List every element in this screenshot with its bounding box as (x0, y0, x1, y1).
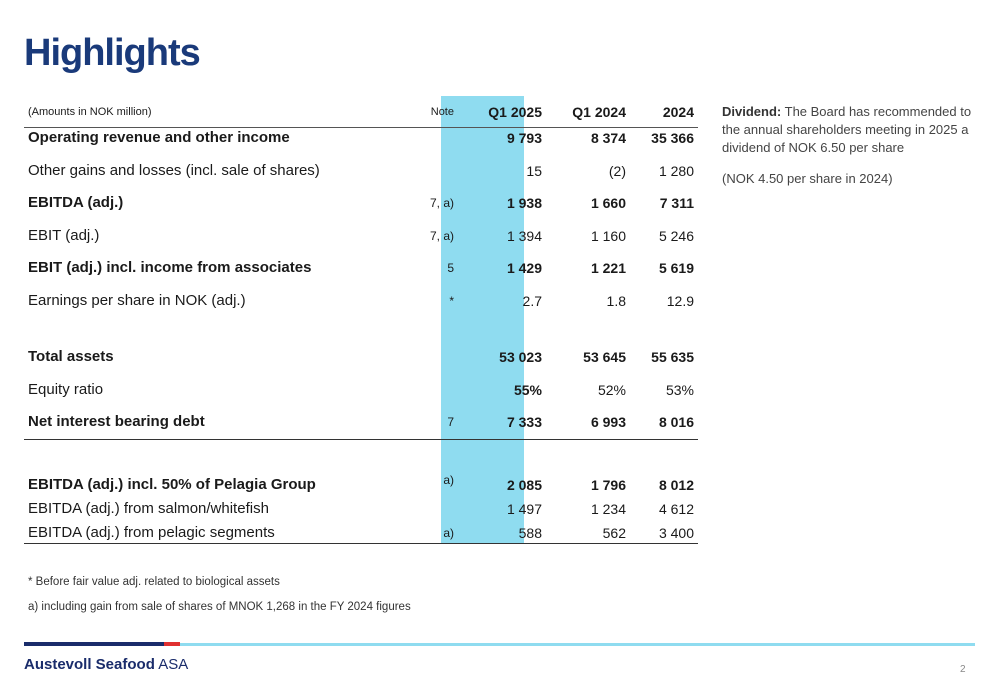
table-row (24, 122, 698, 154)
table-caption: (Amounts in NOK million) (28, 106, 152, 118)
cell-q1-2024: 1 796 (590, 477, 626, 493)
cell-2024: 1 280 (658, 163, 694, 179)
page-number: 2 (960, 664, 966, 675)
cell-q1-2025: 53 023 (499, 349, 542, 365)
table-row (24, 518, 698, 542)
row-note: 7, a) (429, 229, 454, 243)
row-label: EBITDA (adj.) (28, 194, 124, 211)
row-label: Earnings per share in NOK (adj.) (28, 292, 246, 309)
cell-2024: 7 311 (659, 195, 694, 211)
cell-q1-2024: 1 234 (590, 501, 626, 517)
footer-bar-cyan (180, 643, 975, 646)
cell-2024: 5 246 (658, 228, 694, 244)
row-label: EBITDA (adj.) from salmon/whitefish (28, 500, 269, 517)
cell-q1-2025: 9 793 (506, 130, 542, 146)
cell-q1-2025: 55% (513, 382, 542, 398)
row-note: a) (443, 473, 454, 487)
row-note: 7, a) (429, 196, 454, 210)
cell-q1-2024: 52% (597, 382, 626, 398)
cell-2024: 4 612 (658, 501, 694, 517)
table-bottom-border (24, 543, 698, 544)
footer-bar-red (164, 642, 180, 646)
cell-q1-2024: 1 160 (590, 228, 626, 244)
table-row (24, 341, 698, 373)
row-label: Net interest bearing debt (28, 413, 205, 430)
note-header: Note (430, 106, 454, 118)
row-label: Other gains and losses (incl. sale of shares) (28, 162, 320, 179)
row-note: a) (443, 526, 454, 540)
dividend-text: The Board has recommended to the annual shareholders meeting in 2025 a dividend of NOK 6.50 per share (722, 104, 972, 155)
table-row (24, 252, 698, 284)
row-label: EBITDA (adj.) incl. 50% of Pelagia Group (28, 476, 316, 493)
cell-q1-2025: 588 (518, 525, 542, 541)
row-label: Operating revenue and other income (28, 129, 290, 146)
cell-q1-2025: 2 085 (506, 477, 542, 493)
cell-2024: 53% (665, 382, 694, 398)
cell-2024: 35 366 (651, 130, 694, 146)
cell-q1-2024: (2) (608, 163, 626, 179)
cell-q1-2024: 6 993 (590, 414, 626, 430)
table-row (24, 494, 698, 518)
cell-q1-2024: 562 (602, 525, 626, 541)
cell-2024: 5 619 (658, 260, 694, 276)
footnote-gain-sale: a) including gain from sale of shares of MNOK 1,268 in the FY 2024 figures (28, 601, 411, 613)
cell-q1-2025: 1 429 (506, 260, 542, 276)
cell-2024: 12.9 (666, 293, 694, 309)
cell-q1-2024: 1 660 (590, 195, 626, 211)
row-label: EBIT (adj.) incl. income from associates (28, 259, 312, 276)
company-logo (24, 656, 188, 673)
dividend-label: Dividend: (722, 104, 782, 119)
column-header-q1-2024: Q1 2024 (572, 104, 626, 120)
cell-2024: 8 016 (658, 414, 694, 430)
cell-2024: 55 635 (651, 349, 694, 365)
row-label: Total assets (28, 348, 114, 365)
table-row (24, 220, 698, 252)
column-header-q1-2025: Q1 2025 (488, 104, 542, 120)
row-label: Equity ratio (28, 381, 104, 398)
dividend-previous: (NOK 4.50 per share in 2024) (722, 171, 893, 186)
table-row (24, 155, 698, 187)
row-note: * (449, 294, 454, 308)
column-header-2024: 2024 (662, 104, 694, 120)
row-label: EBITDA (adj.) from pelagic segments (28, 524, 275, 541)
company-suffix: ASA (158, 656, 189, 673)
cell-q1-2025: 7 333 (506, 414, 542, 430)
dividend-note (722, 103, 977, 188)
table-row (24, 285, 698, 317)
cell-q1-2025: 15 (526, 163, 542, 179)
page-title: Highlights (24, 32, 200, 74)
cell-2024: 8 012 (658, 477, 694, 493)
company-name: Austevoll Seafood (24, 656, 155, 673)
cell-q1-2024: 1 221 (590, 260, 626, 276)
cell-q1-2025: 1 394 (506, 228, 542, 244)
footer-bar-navy (24, 642, 164, 646)
table-row (24, 406, 698, 438)
table-row (24, 374, 698, 406)
cell-q1-2024: 53 645 (583, 349, 626, 365)
footnote-fair-value: * Before fair value adj. related to biological assets (28, 576, 280, 588)
table-row (24, 187, 698, 219)
cell-q1-2024: 1.8 (606, 293, 626, 309)
row-label: EBIT (adj.) (28, 227, 100, 244)
table-divider (24, 439, 698, 440)
cell-q1-2025: 1 938 (506, 195, 542, 211)
cell-q1-2025: 1 497 (506, 501, 542, 517)
row-note: 7 (447, 415, 454, 429)
cell-q1-2025: 2.7 (522, 293, 542, 309)
cell-q1-2024: 8 374 (590, 130, 626, 146)
cell-2024: 3 400 (658, 525, 694, 541)
row-note: 5 (447, 261, 454, 275)
